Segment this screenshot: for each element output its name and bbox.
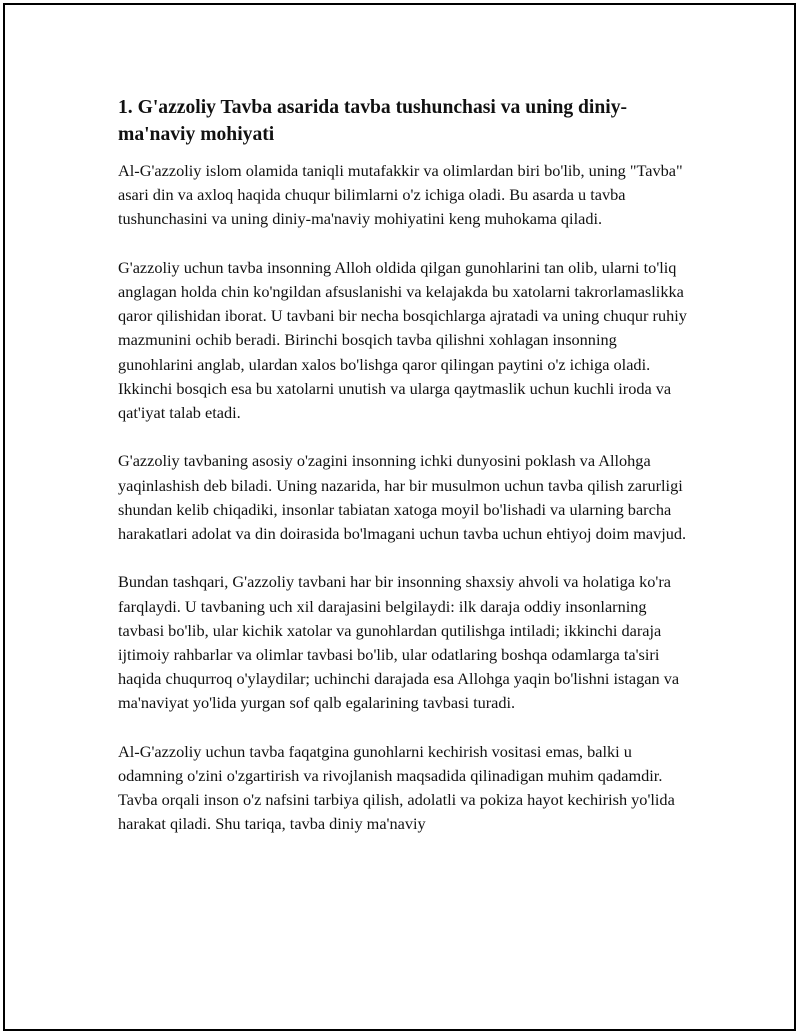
paragraph-essence: G'azzoliy tavbaning asosiy o'zagini insonning ichki dunyosini poklash va Allohga yaqinlashish deb biladi. Uning nazarida, har bir musulmon uchun tavba qilish zarurligi shundan kelib chiqadiki, insonlar tabiatan xatoga moyil bo'lishadi va ularning barcha harakatlari adolat va din doirasida bo'lmagani uchun tavba uchun ehtiyoj doim mavjud. xyxy=(118,451,687,544)
document-body xyxy=(118,94,688,861)
paragraph-intro: Al-G'azzoliy islom olamida taniqli mutafakkir va olimlardan biri bo'lib, uning "Tavba" asari din va axloq haqida chuqur bilimlarni o'z ichiga oladi. Bu asarda u tavba tushunchasini va uning diniy-ma'naviy mohiyatini keng muhokama qiladi. xyxy=(118,161,683,229)
section-heading: 1. G'azzoliy Tavba asarida tavba tushunchasi va uning diniy-ma'naviy mohiyati xyxy=(118,97,628,145)
paragraph-levels: Bundan tashqari, G'azzoliy tavbani har bir insonning shaxsiy ahvoli va holatiga ko'ra farqlaydi. U tavbaning uch xil darajasini belgilaydi: ilk daraja oddiy insonlarning tavbasi bo'lib, ular kichik xatolar va gunohlardan qutilishga intiladi; ikkinchi daraja ijtimoiy rahbarlar va olimlar tavbasi bo'lib, ular odatlaring boshqa odamlarga ta'siri haqida chuqurroq o'ylaydilar; uchinchi darajada esa Allohga yaqin bo'lishni istagan va ma'naviyat yo'lida yurgan sof qalb egalarining tavbasi turadi. xyxy=(118,572,680,713)
paragraph-conclusion: Al-G'azzoliy uchun tavba faqatgina gunohlarni kechirish vositasi emas, balki u odamning o'zini o'zgartirish va rivojlanish maqsadida qilinadigan muhim qadamdir. Tavba orqali inson o'z nafsini tarbiya qilish, adolatli va pokiza hayot kechirish yo'lida harakat qiladi. Shu tariqa, tavba diniy ma'naviy xyxy=(118,741,675,834)
paragraph-definition: G'azzoliy uchun tavba insonning Alloh oldida qilgan gunohlarini tan olib, ularni to'liq anglagan holda chin ko'ngildan afsuslanishi va kelajakda bu xatolarni takrorlamaslikka qaror qilishidan iborat. U tavbani bir necha bosqichlarga ajratadi va uning chuqur ruhiy mazmunini ochib beradi. Birinchi bosqich tavba qilishni xohlagan insonning gunohlarini anglab, ulardan xalos bo'lishga qaror qilingan paytini o'z ichiga oladi. Ikkinchi bosqich esa bu xatolarni unutish va ularga qaytmaslik uchun kuchli iroda va qat'iyat talab etadi. xyxy=(118,257,687,423)
